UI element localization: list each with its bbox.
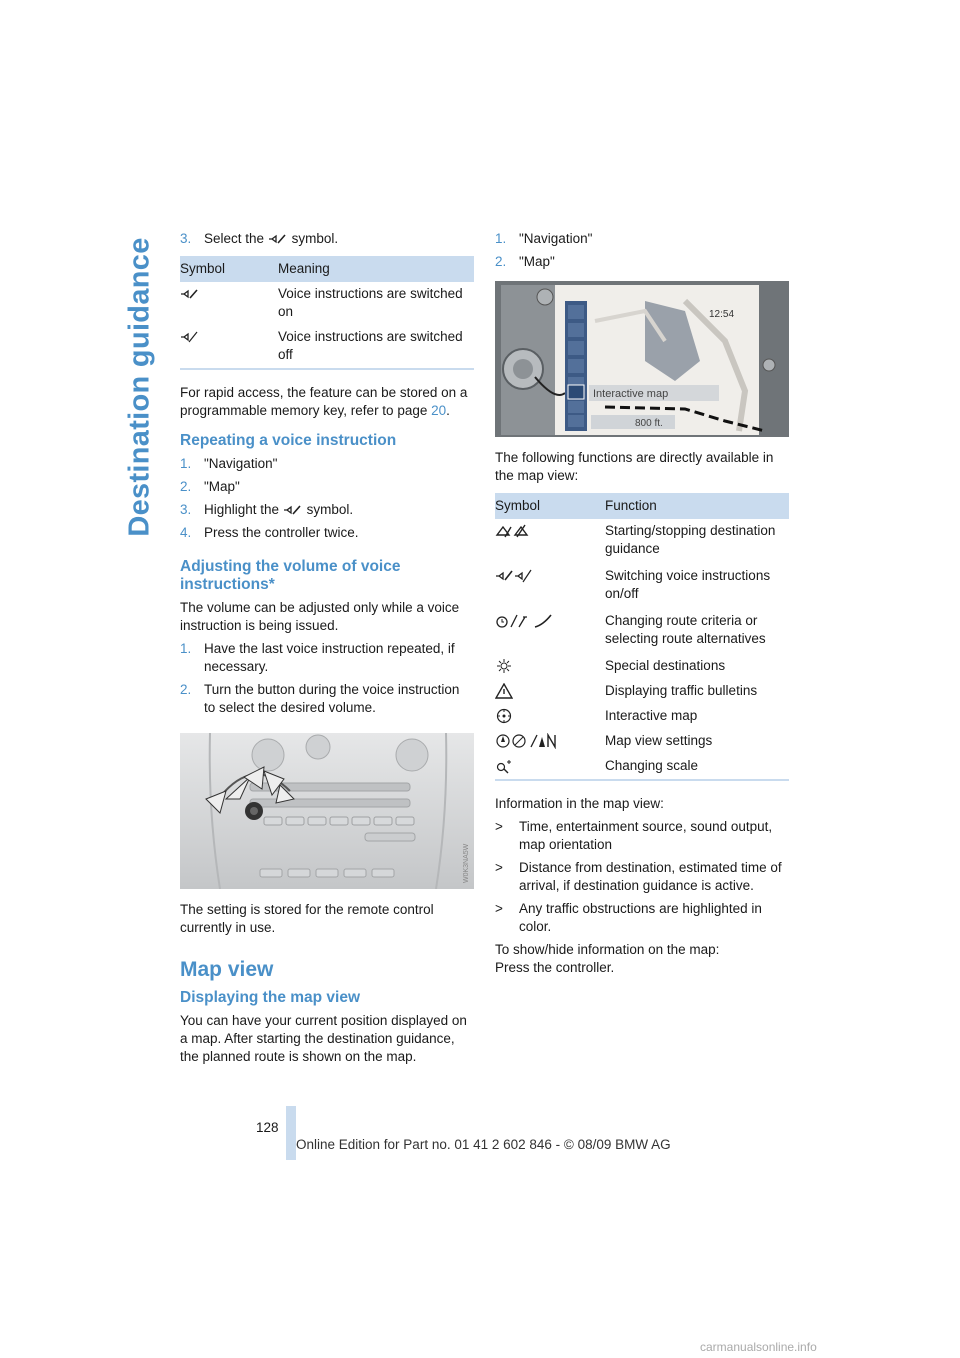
edition-text: Online Edition for Part no. 01 41 2 602 846 - © 08/09 BMW AG [296,1137,671,1152]
table-header-symbol: Symbol [180,256,278,282]
radio-panel-illustration [180,733,474,889]
step-text-pre: Select the [204,231,265,246]
rapid-access-end: . [446,403,450,418]
page-number: 128 [256,1120,279,1135]
voice-on-icon [268,233,288,245]
list-item [495,253,789,271]
table-row [495,679,789,704]
list-item [180,455,474,473]
list-item [495,818,789,854]
traffic-bulletin-icon [495,683,513,699]
list-item [180,524,474,542]
table-cell-function: Special destinations [605,658,726,673]
map-screen-illustration [495,281,789,437]
step-text-pre: Highlight the [204,502,280,517]
map-screen-label: Interactive map [593,388,669,400]
table-row [495,704,789,729]
step-text: "Navigation" [519,231,593,246]
volume-intro: The volume can be adjusted only while a voice instruction is being issued. [180,600,460,633]
list-item [495,859,789,895]
table-row [495,519,789,564]
voice-symbol-table [180,256,474,370]
step-number: 1. [180,456,192,471]
step-select-symbol [180,230,474,248]
display-heading: Displaying the map view [180,989,361,1006]
map-screen-time: 12:54 [709,309,735,320]
table-row [495,729,789,754]
table-row [180,325,474,369]
map-screen-figure [495,281,789,437]
voice-on-icon [180,287,200,301]
scale-icon [495,758,513,774]
display-text: You can have your current position displayed on a map. After starting the destination guidance, the planned route is shown on the map. [180,1013,467,1064]
radio-controls-figure [180,733,474,889]
table-row [495,754,789,780]
step-number: 2. [495,254,507,269]
page-link[interactable]: 20 [431,403,447,418]
list-item [180,478,474,496]
bullet-text: Time, entertainment source, sound output, map orientation [519,819,773,852]
step-number: 1. [180,641,192,656]
list-item [495,900,789,936]
voice-toggle-icon [495,568,535,584]
volume-heading: Adjusting the volume of voice instructions* [180,558,401,593]
table-cell-function: Map view settings [605,733,713,748]
bullet-text: Any traffic obstructions are highlighted in color. [519,901,762,934]
step-text-post: symbol. [306,502,354,517]
show-hide-text: To show/hide information on the map: [495,942,720,957]
route-criteria-icon [495,613,555,629]
interactive-map-icon [495,708,513,724]
step-number: 2. [180,682,192,697]
rapid-access-text [180,384,474,420]
step-number: 3. [180,231,192,246]
step-text: Press the controller twice. [204,525,359,540]
section-title-text: Destination guidance [123,237,156,537]
bullet-mark: > [495,901,503,916]
table-cell-function: Switching voice instructions on/off [605,568,771,601]
map-view-settings-icon [495,733,557,749]
press-controller-text: Press the controller. [495,960,615,975]
step-text-post: symbol. [291,231,339,246]
table-row [495,564,789,609]
step-number: 3. [180,502,192,517]
repeat-heading: Repeating a voice instruction [180,432,397,449]
step-number: 1. [495,231,507,246]
voice-on-icon [283,504,303,516]
step-text: Turn the button during the voice instruction to select the desired volume. [204,682,460,715]
right-column [495,230,789,982]
bullet-mark: > [495,819,503,834]
table-cell-function: Displaying traffic bulletins [605,683,758,698]
footer-bar [286,1106,296,1160]
map-view-heading: Map view [180,958,274,981]
step-number: 4. [180,525,192,540]
list-item [180,501,474,519]
table-cell-function: Changing route criteria or selecting route alternatives [605,613,766,646]
list-item [495,230,789,248]
step-text: "Navigation" [204,456,278,471]
table-header-function: Function [605,493,789,519]
table-header-symbol: Symbol [495,493,605,519]
left-column [180,230,474,1071]
step-text: "Map" [519,254,555,269]
map-screen-scale: 800 ft. [635,418,663,429]
step-number: 2. [180,479,192,494]
stored-text: The setting is stored for the remote control currently in use. [180,902,434,935]
table-row [180,282,474,325]
rapid-access-body: For rapid access, the feature can be stored on a programmable memory key, refer to page [180,385,468,418]
table-cell-meaning: Voice instructions are switched off [278,329,463,362]
guidance-start-stop-icon [495,523,531,539]
list-item [180,681,474,717]
table-row [495,609,789,654]
table-header-meaning: Meaning [278,256,474,282]
table-cell-function: Changing scale [605,758,699,773]
function-symbol-table [495,493,789,781]
list-item [180,640,474,676]
voice-off-icon [180,330,200,344]
table-cell-function: Interactive map [605,708,698,723]
table-cell-meaning: Voice instructions are switched on [278,286,463,319]
step-text: Have the last voice instruction repeated, if necessary. [204,641,455,674]
info-heading: Information in the map view: [495,796,664,811]
table-row [495,654,789,679]
bullet-text: Distance from destination, estimated time of arrival, if destination guidance is active. [519,860,782,893]
special-destinations-icon [495,658,513,674]
watermark: carmanualsonline.info [700,1340,817,1354]
step-text: "Map" [204,479,240,494]
figure-code: W0K3NA5W [463,843,470,883]
section-title [118,232,162,542]
bullet-mark: > [495,860,503,875]
functions-intro: The following functions are directly available in the map view: [495,450,774,483]
table-cell-function: Starting/stopping destination guidance [605,523,776,556]
